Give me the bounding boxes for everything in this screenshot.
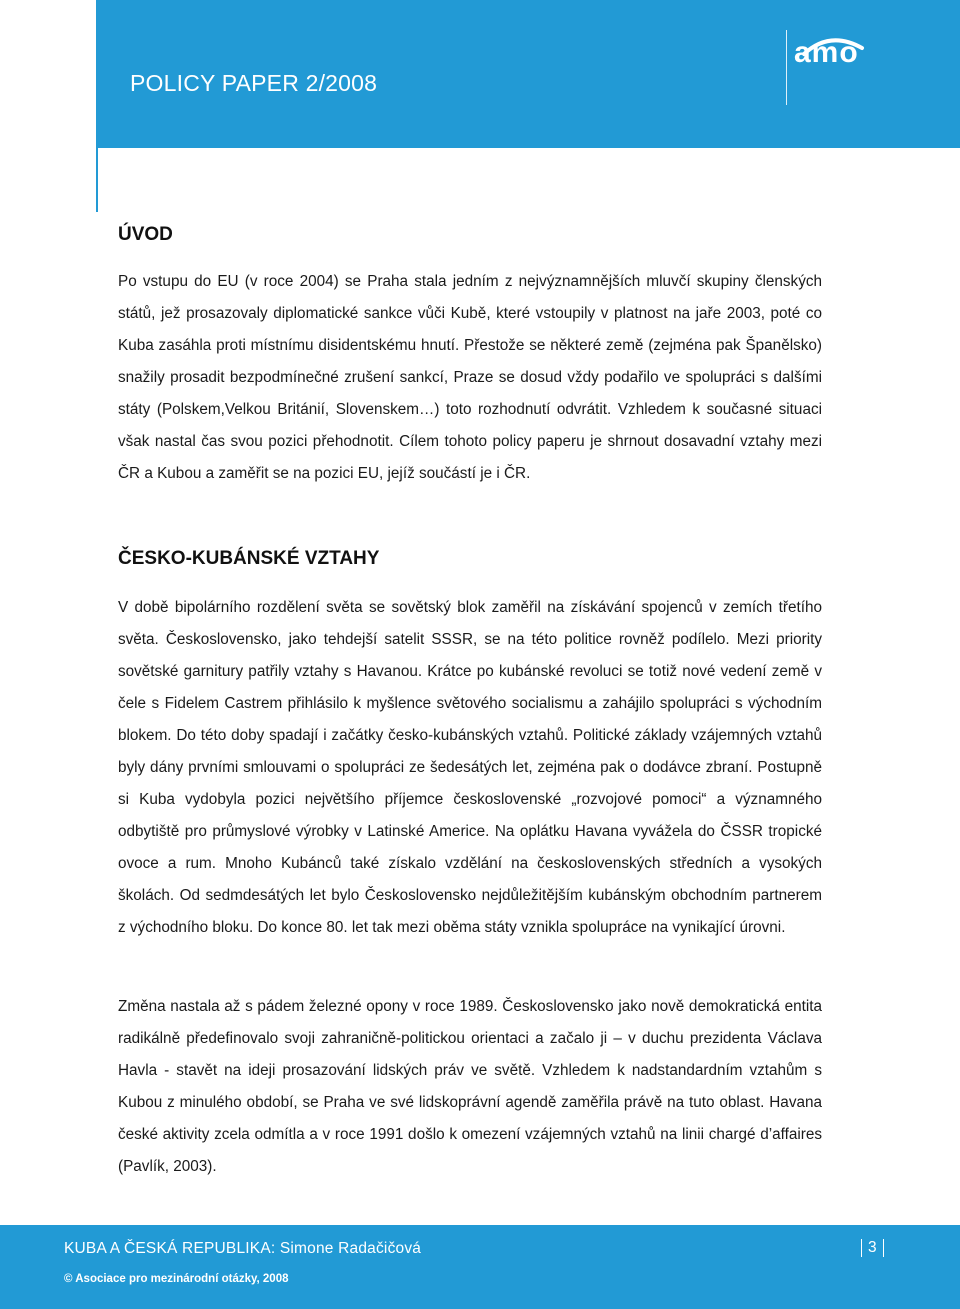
- logo-wordmark: amo: [794, 36, 859, 69]
- page-number: [855, 1239, 890, 1257]
- footer-title: KUBA A ČESKÁ REPUBLIKA: Simone Radačičová: [64, 1240, 422, 1257]
- amo-logo: [786, 30, 876, 105]
- side-rule: [96, 148, 98, 212]
- page-footer: [0, 1225, 960, 1309]
- paragraph-relations-1: V době bipolárního rozdělení světa se sovětský blok zaměřil na získávání spojenců v zemích třetího světa. Československo, jako tehdejší satelit SSSR, se na této politice rovněž podílelo. Mezi priority sovětské garnitury patřily vztahy s Havanou. Krátce po kubánské revoluci se totiž nové vedení země v čele s Fidelem Castrem přihlásilo k myšlence světového socialismu a zahájilo spolupráci s východním blokem. Do této doby spadají i začátky česko-kubánských vztahů. Politické základy vzájemných vztahů byly dány prvními smlouvami o spolupráci ze šedesátých let, zejména pak o dodávce zbraní. Postupně si Kuba vydobyla pozici největšího příjemce československé „rozvojové pomoci“ a významného odbytiště pro průmyslové výrobky v Latinské Americe. Na oplátku Havana vyvážela do ČSSR tropické ovoce a rum. Mnoho Kubánců také získalo vzdělání na československých středních a vysokých školách. Od sedmdesátých let bylo Československo nejdůležitějším kubánským obchodním partnerem z východního bloku. Do konce 80. let tak mezi oběma státy vznikla spolupráce na vynikající úrovni.: [118, 599, 822, 936]
- footer-copyright: © Asociace pro mezinárodní otázky, 2008: [64, 1273, 289, 1285]
- page-header: [96, 0, 960, 148]
- heading-relations: ČESKO-KUBÁNSKÉ VZTAHY: [118, 548, 380, 569]
- paragraph-relations-2: Změna nastala až s pádem železné opony v roce 1989. Československo jako nově demokratická entita radikálně předefinovalo svoji zahraničně-politickou orientaci a začalo ji – v duchu prezidenta Václava Havla - stavět na ideji prosazování lidských práv ve světě. Vzhledem k nadstandardním vztahům s Kubou z minulého období, se Praha ve své lidskoprávní agendě zaměřila právě na tuto oblast. Havana české aktivity zcela odmítla a v roce 1991 došlo k omezení vzájemných vztahů na linii chargé d’affaires (Pavlík, 2003).: [118, 998, 822, 1175]
- page-bar-right: [883, 1239, 884, 1257]
- page-number-value: 3: [868, 1239, 877, 1257]
- logo-divider: [786, 30, 787, 105]
- paragraph-intro: Po vstupu do EU (v roce 2004) se Praha stala jedním z nejvýznamnějších mluvčí skupiny členských států, jež prosazovaly diplomatické sankce vůči Kubě, které vstoupily v platnost na jaře 2003, poté co Kuba zasáhla proti místnímu disidentskému hnutí. Přestože se některé země (zejména pak Španělsko) snažily prosadit bezpodmínečné zrušení sankcí, Praze se dosud vždy podařilo ve spolupráci s dalšími státy (Polskem,Velkou Británií, Slovenskem…) toto rozhodnutí odvrátit. Vzhledem k současné situaci však nastal čas svou pozici přehodnotit. Cílem tohoto policy paperu je shrnout dosavadní vztahy mezi ČR a Kubou a zaměřit se na pozici EU, jejíž součástí je i ČR.: [118, 273, 822, 482]
- page-bar-left: [861, 1239, 862, 1257]
- heading-intro: ÚVOD: [118, 224, 173, 245]
- policy-paper-title: POLICY PAPER 2/2008: [130, 70, 378, 96]
